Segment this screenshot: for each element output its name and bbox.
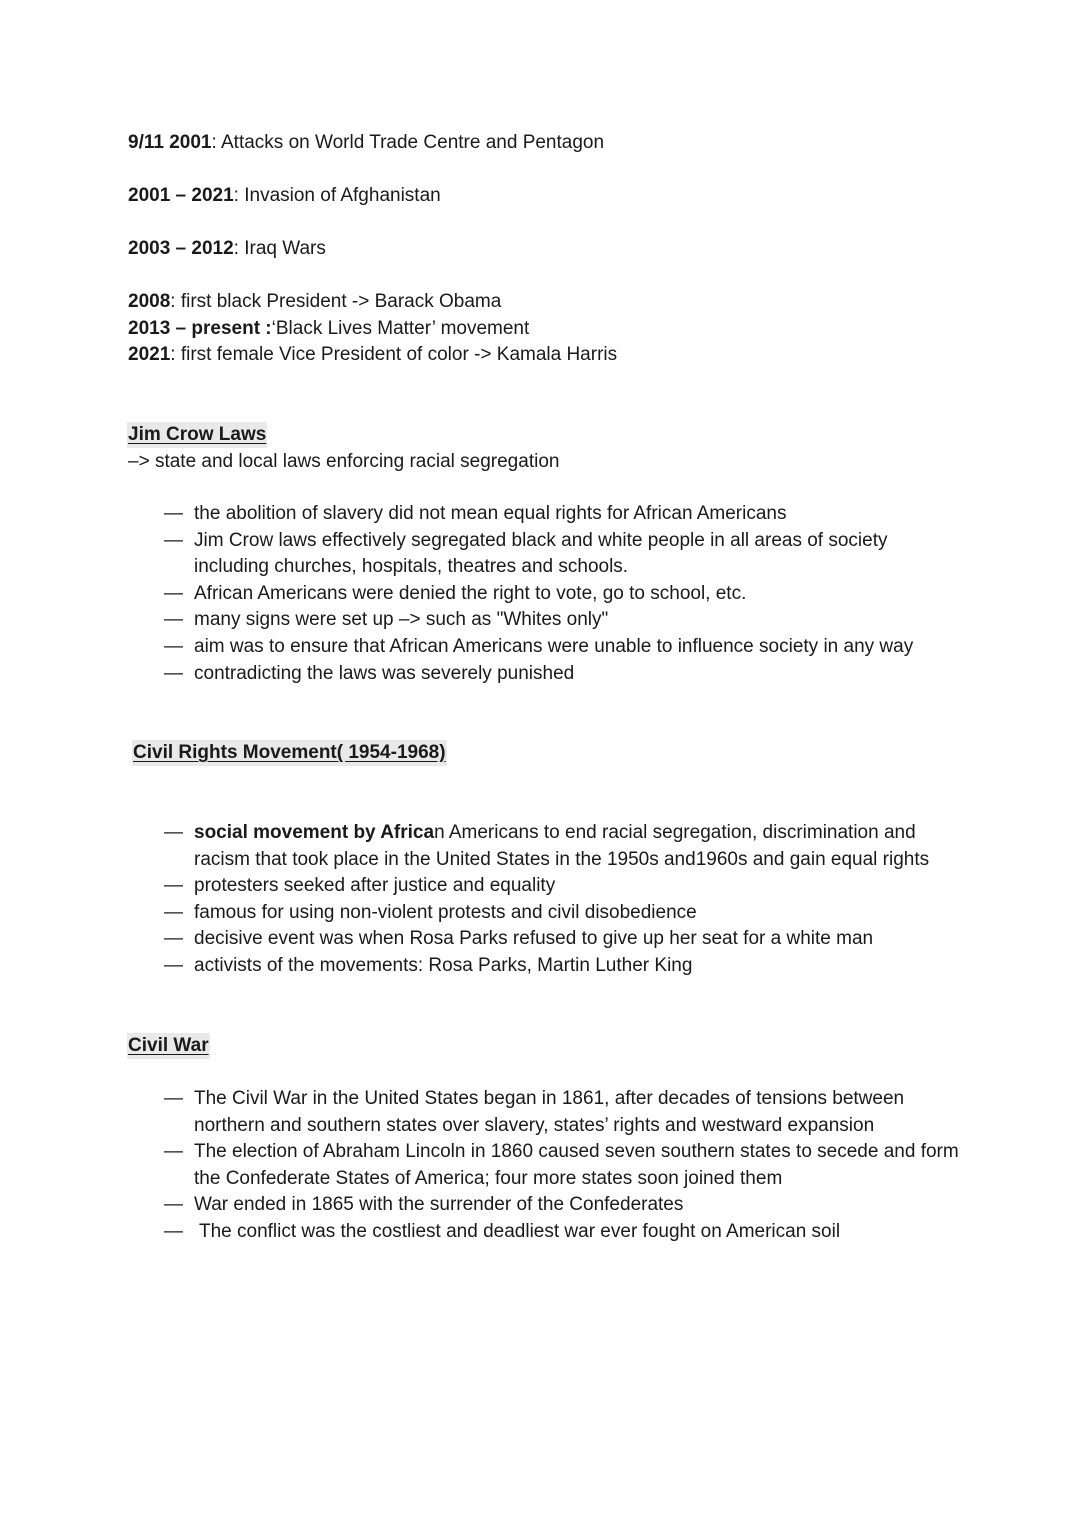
timeline-text: Iraq Wars xyxy=(244,238,326,259)
timeline-separator: : xyxy=(170,344,181,365)
list-item xyxy=(160,661,960,688)
timeline-entry xyxy=(128,236,326,262)
list-item xyxy=(160,1086,960,1139)
timeline-entry xyxy=(128,183,441,209)
dash-marker: — xyxy=(164,529,183,551)
section-subtitle-jim-crow: –> state and local laws enforcing racial segregation xyxy=(128,451,560,472)
list-item-text: decisive event was when Rosa Parks refused to give up her seat for a white man xyxy=(194,928,874,950)
timeline-date: 2001 – 2021 xyxy=(128,185,234,206)
jim-crow-bullet-list xyxy=(160,501,960,687)
timeline-separator: : xyxy=(170,291,181,312)
list-item-text xyxy=(194,822,929,870)
timeline-text: Invasion of Afghanistan xyxy=(244,185,441,206)
timeline-date: 2021 xyxy=(128,344,171,365)
list-item xyxy=(160,528,960,581)
civil-rights-bullet-list xyxy=(160,820,960,980)
dash-marker: — xyxy=(164,609,183,631)
list-item-text: The Civil War in the United States began in 1861, after decades of tensions between northern and southern states over slavery, states’ rights and westward expansion xyxy=(194,1088,905,1136)
section-heading-civil-war: Civil War xyxy=(127,1033,210,1059)
timeline-entry xyxy=(128,130,604,156)
list-item-text: aim was to ensure that African Americans were unable to influence society in any way xyxy=(194,635,914,657)
timeline-separator: : xyxy=(233,185,245,206)
timeline-separator: : xyxy=(233,238,245,259)
list-item xyxy=(160,581,960,608)
list-item xyxy=(160,1192,960,1219)
list-item-text: many signs were set up –> such as "Whites only" xyxy=(194,609,609,631)
list-item-text: the abolition of slavery did not mean equal rights for African Americans xyxy=(194,503,787,524)
dash-marker: — xyxy=(164,1141,183,1163)
timeline-date: 2003 – 2012 xyxy=(128,238,234,259)
bold-text: social movement by Africa xyxy=(194,822,435,843)
dash-marker: — xyxy=(164,928,183,950)
dash-marker: — xyxy=(164,582,183,604)
list-item xyxy=(160,634,960,661)
dash-marker: — xyxy=(164,954,183,976)
timeline-date: 2008 xyxy=(128,291,171,312)
timeline-text: first female Vice President of color -> Kamala Harris xyxy=(180,344,618,365)
list-item-text: The election of Abraham Lincoln in 1860 caused seven southern states to secede and form the Confederate States of America; four more states soon joined them xyxy=(194,1141,959,1189)
dash-marker: — xyxy=(164,1088,183,1109)
civil-war-bullet-list xyxy=(160,1086,960,1246)
list-item xyxy=(160,607,960,634)
timeline-date: 2013 – present xyxy=(128,318,261,339)
list-item xyxy=(160,1139,960,1192)
timeline-entry xyxy=(128,316,529,342)
list-item-text: African Americans were denied the right to vote, go to school, etc. xyxy=(194,582,747,604)
regular-text: n Americans to end racial segregation, discrimination and racism that took place in the United States in the 1950s and1960s and gain equal rights xyxy=(194,822,930,870)
list-item-text: protesters seeked after justice and equality xyxy=(194,875,556,897)
list-item xyxy=(160,501,960,528)
list-item xyxy=(160,873,960,900)
list-item-text: The conflict was the costliest and deadliest war ever fought on American soil xyxy=(199,1220,841,1242)
timeline-separator: : xyxy=(260,318,272,339)
list-item-text: activists of the movements: Rosa Parks, Martin Luther King xyxy=(194,954,693,976)
timeline-entry xyxy=(128,342,617,368)
dash-marker: — xyxy=(164,662,183,684)
dash-marker: — xyxy=(164,1194,183,1216)
list-item xyxy=(160,953,960,980)
timeline-text: ‘Black Lives Matter’ movement xyxy=(271,318,530,339)
list-item-text: War ended in 1865 with the surrender of the Confederates xyxy=(194,1194,684,1216)
dash-marker: — xyxy=(164,901,183,923)
list-item xyxy=(160,1219,960,1246)
timeline-date: 9/11 2001 xyxy=(128,132,212,153)
list-item xyxy=(160,900,960,927)
timeline-separator: : xyxy=(211,132,221,153)
list-item-text: Jim Crow laws effectively segregated black and white people in all areas of society including churches, hospitals, theatres and schools. xyxy=(194,529,888,578)
dash-marker: — xyxy=(164,822,183,843)
timeline-text: first black President -> Barack Obama xyxy=(180,291,502,312)
list-item-text: contradicting the laws was severely punished xyxy=(194,662,575,684)
dash-marker: — xyxy=(164,1220,183,1242)
timeline-text: Attacks on World Trade Centre and Pentagon xyxy=(221,132,605,153)
dash-marker: — xyxy=(164,875,183,897)
section-heading-civil-rights: Civil Rights Movement( 1954-1968) xyxy=(132,740,447,766)
list-item xyxy=(160,926,960,953)
timeline-entry xyxy=(128,289,501,315)
list-item-text: famous for using non-violent protests and civil disobedience xyxy=(194,901,697,923)
dash-marker: — xyxy=(164,503,183,524)
section-heading-jim-crow: Jim Crow Laws xyxy=(127,422,267,448)
dash-marker: — xyxy=(164,635,183,657)
list-item xyxy=(160,820,960,873)
